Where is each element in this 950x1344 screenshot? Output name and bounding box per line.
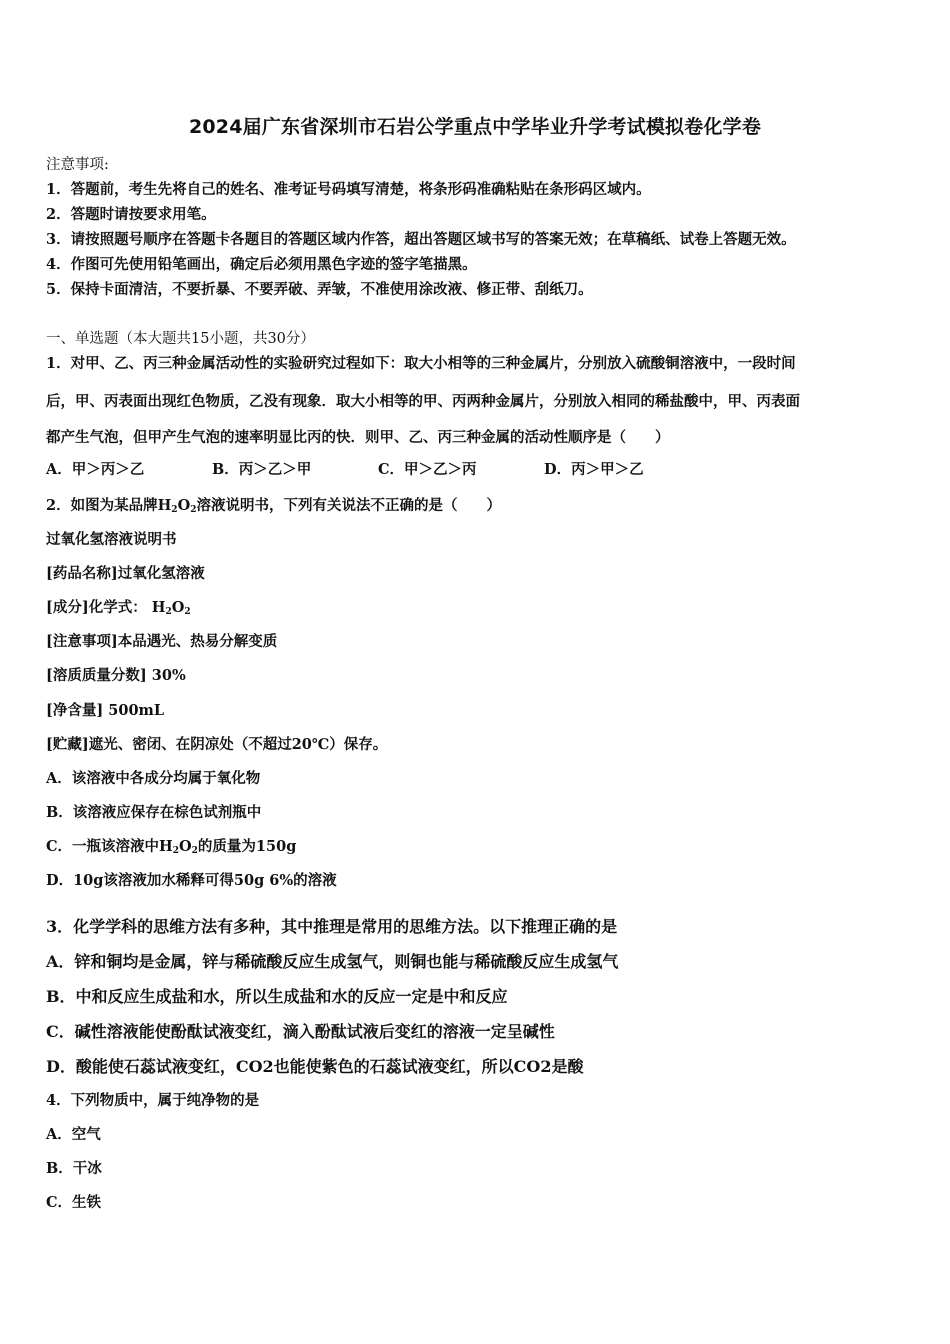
section-heading: 一、单选题（本大题共15小题，共30分）	[46, 331, 315, 347]
notice-item: 3．请按照题号顺序在答题卡各题目的答题区域内作答，超出答题区域书写的答案无效；在草稿纸、试卷上答题无效。	[46, 231, 796, 248]
label-fraction: [溶质质量分数] 30%	[46, 667, 186, 684]
notice-item: 2．答题时请按要求用笔。	[46, 206, 216, 223]
label-formula: [成分]化学式： $H_2O_2$	[46, 599, 191, 617]
question-1-line: 1．对甲、乙、丙三种金属活动性的实验研究过程如下：取大小相等的三种金属片，分别放入硫酸铜溶液中，一段时间	[46, 355, 796, 372]
label-volume: [净含量] 500mL	[46, 702, 165, 719]
label-title: 过氧化氢溶液说明书	[46, 531, 177, 548]
option-c: C．碱性溶液能使酚酞试液变红，滴入酚酞试液后变红的溶液一定呈碱性	[46, 1022, 555, 1041]
notice-item: 5．保持卡面清洁，不要折暴、不要弄破、弄皱，不准使用涂改液、修正带、刮纸刀。	[46, 281, 593, 298]
question-1-options	[46, 458, 644, 479]
option-d: D．10g该溶液加水稀释可得50g 6%的溶液	[46, 872, 337, 889]
question-4-stem: 4．下列物质中，属于纯净物的是	[46, 1092, 260, 1109]
option-c: C．甲＞乙＞丙	[378, 461, 477, 478]
option-b: B．丙＞乙＞甲	[212, 461, 312, 478]
option-a: A．空气	[46, 1126, 101, 1143]
option-b: B．中和反应生成盐和水，所以生成盐和水的反应一定是中和反应	[46, 987, 508, 1006]
notice-heading: 注意事项:	[46, 157, 109, 173]
page-title: 2024届广东省深圳市石岩公学重点中学毕业升学考试模拟卷化学卷	[188, 116, 762, 138]
option-c: C．一瓶该溶液中$H_2O_2$的质量为150g	[46, 838, 297, 856]
option-b: B．该溶液应保存在棕色试剂瓶中	[46, 804, 262, 821]
option-d: D．酸能使石蕊试液变红，CO2也能使紫色的石蕊试液变红，所以CO2是酸	[46, 1057, 584, 1076]
label-storage: [贮藏]遮光、密闭、在阴凉处（不超过20℃）保存。	[46, 736, 388, 753]
notice-item: 1．答题前，考生先将自己的姓名、准考证号码填写清楚，将条形码准确粘贴在条形码区域内。	[46, 181, 651, 198]
question-1-line: 都产生气泡，但甲产生气泡的速率明显比丙的快．则甲、乙、丙三种金属的活动性顺序是（ ）	[46, 429, 670, 446]
option-b: B．干冰	[46, 1160, 102, 1177]
option-d: D．丙＞甲＞乙	[544, 461, 644, 478]
question-2-stem: 2．如图为某品牌$H_2O_2$溶液说明书，下列有关说法不正确的是（ ）	[46, 497, 501, 515]
label-caution: [注意事项]本品遇光、热易分解变质	[46, 633, 278, 650]
question-1-line: 后，甲、丙表面出现红色物质，乙没有现象．取大小相等的甲、丙两种金属片，分别放入相同的稀盐酸中，甲、丙表面	[46, 393, 800, 410]
question-3-stem: 3．化学学科的思维方法有多种，其中推理是常用的思维方法。以下推理正确的是	[46, 917, 618, 936]
option-a: A．锌和铜均是金属，锌与稀硫酸反应生成氢气，则铜也能与稀硫酸反应生成氢气	[46, 952, 619, 971]
option-c: C．生铁	[46, 1194, 102, 1211]
notice-item: 4．作图可先使用铅笔画出，确定后必须用黑色字迹的签字笔描黑。	[46, 256, 477, 273]
option-a: A．该溶液中各成分均属于氧化物	[46, 770, 261, 787]
option-a: A．甲＞丙＞乙	[46, 461, 145, 478]
label-name: [药品名称]过氧化氢溶液	[46, 565, 205, 582]
